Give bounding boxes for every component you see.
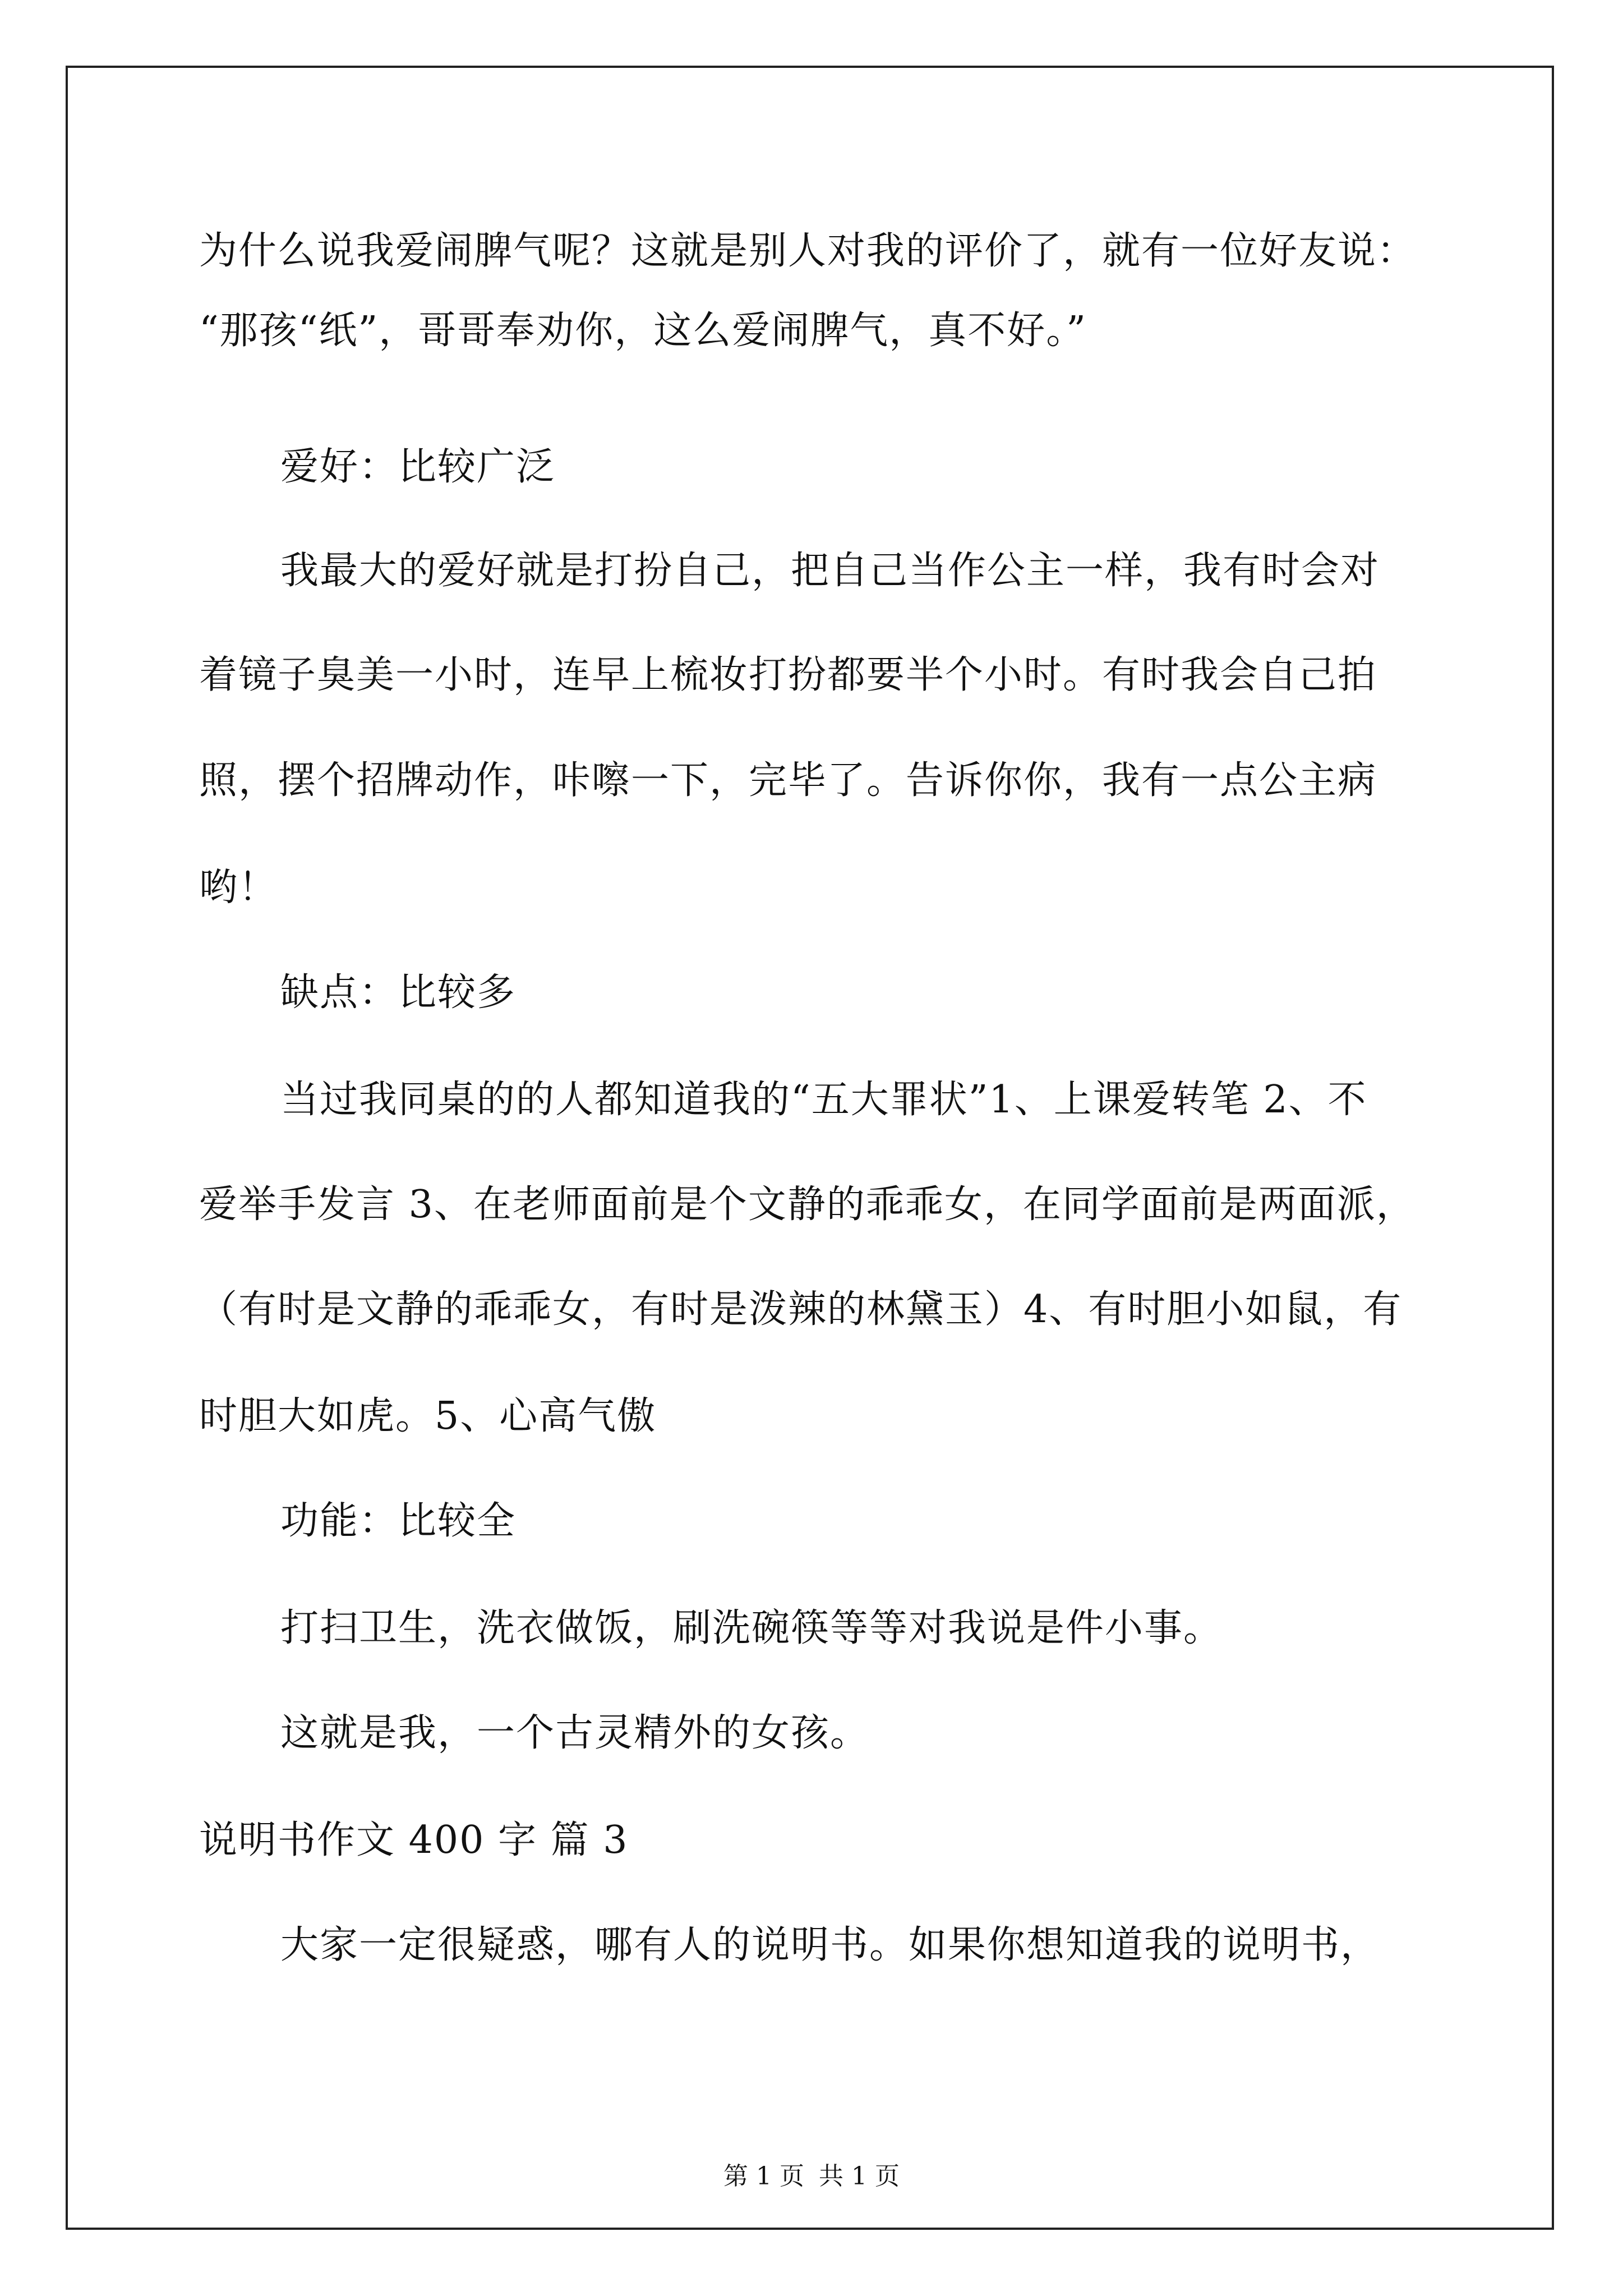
body-line: 为什么说我爱闹脾气呢？这就是别人对我的评价了，就有一位好友说： bbox=[199, 229, 1417, 273]
body-line: “那孩“纸”，哥哥奉劝你，这么爱闹脾气，真不好。” bbox=[199, 309, 1087, 353]
page-border bbox=[66, 66, 1554, 2230]
section-heading-hobby: 爱好：比较广泛 bbox=[280, 445, 556, 489]
section-heading-flaws: 缺点：比较多 bbox=[280, 970, 517, 1015]
essay-title: 说明书作文 400 字 篇 3 bbox=[199, 1818, 629, 1862]
page-footer bbox=[0, 2160, 1623, 2193]
body-line: 时胆大如虎。5、心高气傲 bbox=[199, 1394, 657, 1438]
body-line: 当过我同桌的的人都知道我的“五大罪状”1、上课爱转笔 2、不 bbox=[280, 1078, 1367, 1122]
body-line: 哟！ bbox=[199, 866, 278, 910]
page-total: 共 1 页 bbox=[819, 2162, 900, 2191]
body-line: 着镜子臭美一小时，连早上梳妆打扮都要半个小时。有时我会自己拍 bbox=[199, 653, 1377, 697]
body-line: 打扫卫生，洗衣做饭，刷洗碗筷等等对我说是件小事。 bbox=[280, 1606, 1223, 1650]
body-line: 大家一定很疑惑，哪有人的说明书。如果你想知道我的说明书， bbox=[280, 1923, 1380, 1967]
body-line: （有时是文静的乖乖女，有时是泼辣的林黛玉）4、有时胆小如鼠，有 bbox=[199, 1287, 1403, 1332]
section-heading-functions: 功能：比较全 bbox=[280, 1499, 517, 1543]
body-line: 这就是我，一个古灵精外的女孩。 bbox=[280, 1711, 870, 1755]
body-line: 我最大的爱好就是打扮自己，把自己当作公主一样，我有时会对 bbox=[280, 549, 1380, 593]
body-line: 爱举手发言 3、在老师面前是个文静的乖乖女，在同学面前是两面派， bbox=[199, 1182, 1415, 1227]
body-line: 照，摆个招牌动作，咔嚓一下，完毕了。告诉你你，我有一点公主病 bbox=[199, 758, 1377, 803]
page-number: 第 1 页 bbox=[723, 2162, 804, 2191]
